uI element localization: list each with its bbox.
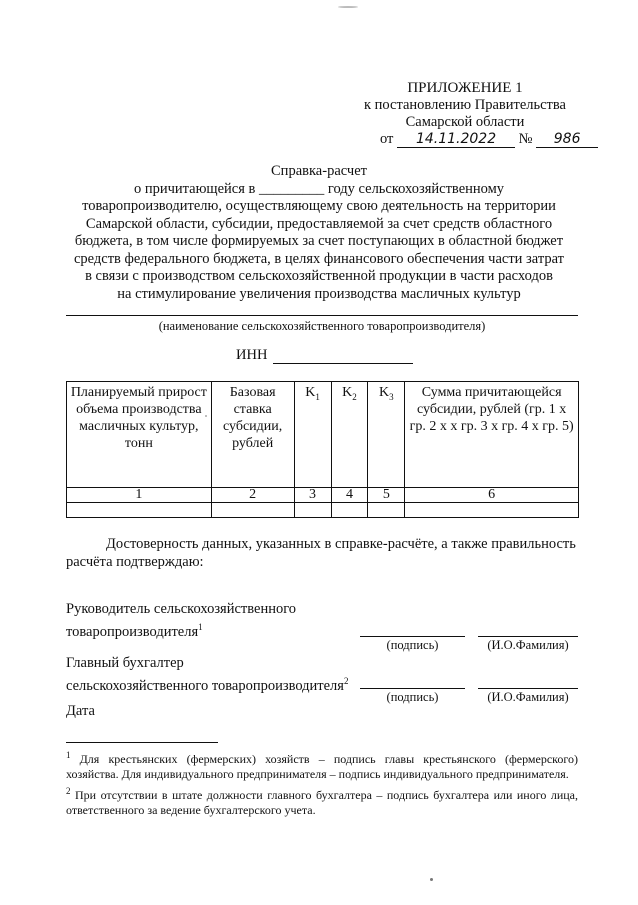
column-number: 5 bbox=[368, 488, 405, 503]
name-caption: (И.О.Фамилия) bbox=[487, 690, 569, 704]
decree-number: 986 bbox=[536, 131, 598, 148]
column-number: 6 bbox=[405, 488, 579, 503]
footnote-1: $^1$ Для крестьянских (фермерских) хозяйств – подпись главы крестьянского (фермерского) хозяйства. Для индивидуального предпринимателя – подпись индивидуального предпринимателя. bbox=[66, 750, 578, 781]
confirmation-text: Достоверность данных, указанных в справке-расчёте, а также правильность расчёта подтверждаю: bbox=[66, 536, 576, 570]
column-number: 3 bbox=[294, 488, 331, 503]
head-name-field[interactable] bbox=[478, 636, 578, 637]
inn-row bbox=[236, 347, 413, 364]
appendix-decree: к постановлению Правительства bbox=[364, 97, 566, 113]
scan-artifact bbox=[338, 6, 358, 8]
from-label: от bbox=[380, 131, 394, 147]
appendix-block bbox=[350, 80, 580, 131]
heading-line: Справка-расчет bbox=[271, 163, 367, 179]
appendix-region: Самарской области bbox=[405, 114, 525, 130]
heading-line: на стимулирование увеличения производства масличных культур bbox=[117, 285, 521, 302]
header-subsidy-sum: Сумма причитающейся субсидии, рублей (гр. 1 х гр. 2 х х гр. 3 х гр. 4 х гр. 5) bbox=[405, 382, 579, 488]
heading-line: Самарской области, субсидии, предоставляемой за счет средств областного bbox=[85, 215, 553, 232]
heading-line: бюджета, в том числе формируемых за счет поступающих в областной бюджет bbox=[74, 233, 564, 249]
name-caption: (И.О.Фамилия) bbox=[487, 638, 569, 652]
heading-line: о причитающейся в _________ году сельскохозяйственному bbox=[133, 180, 505, 197]
data-cell[interactable] bbox=[331, 503, 368, 518]
number-label: № bbox=[518, 131, 533, 147]
header-k1: $K_1$ bbox=[294, 382, 331, 488]
footnote-2: $^2$ При отсутствии в штате должности главного бухгалтера – подпись бухгалтера или иного лица, ответственного за ведение бухгалтерского учета. bbox=[66, 786, 579, 817]
org-name-field[interactable] bbox=[66, 315, 578, 316]
column-number: 4 bbox=[331, 488, 368, 503]
footnotes bbox=[66, 748, 578, 820]
data-cell[interactable] bbox=[294, 503, 331, 518]
head-signature-field[interactable] bbox=[360, 636, 465, 637]
footnote-divider bbox=[66, 742, 218, 743]
accountant-signature-field[interactable] bbox=[360, 688, 465, 689]
org-name-caption: (наименование сельскохозяйственного товаропроизводителя) bbox=[158, 319, 486, 333]
heading-line: товаропроизводителю, осуществляющему свою деятельность на территории bbox=[82, 198, 556, 214]
inn-field[interactable] bbox=[273, 349, 413, 364]
accountant-signature-label: Главный бухгалтер сельскохозяйственного товаропроизводителя$^2$ bbox=[66, 655, 349, 694]
head-signature-label: Руководитель сельскохозяйственного товаропроизводителя$^1$ bbox=[66, 601, 297, 640]
signature-caption: (подпись) bbox=[386, 690, 439, 704]
scan-artifact bbox=[430, 878, 433, 881]
decree-date-line bbox=[380, 131, 598, 148]
accountant-name-field[interactable] bbox=[478, 688, 578, 689]
header-base-rate: Базовая ставка субсидии, рублей bbox=[211, 382, 294, 488]
heading-line: средств федерального бюджета, в целях финансового обеспечения части затрат bbox=[73, 250, 565, 267]
data-cell[interactable] bbox=[211, 503, 294, 518]
heading-line: в связи с производством сельскохозяйственной продукции в части расходов bbox=[85, 268, 553, 284]
data-cell[interactable] bbox=[405, 503, 579, 518]
scan-artifact bbox=[205, 415, 207, 417]
column-number: 2 bbox=[211, 488, 294, 503]
inn-label: ИНН bbox=[236, 347, 268, 363]
date-label: Дата bbox=[66, 703, 95, 719]
decree-date: 14.11.2022 bbox=[397, 131, 515, 148]
data-cell[interactable] bbox=[368, 503, 405, 518]
appendix-title: ПРИЛОЖЕНИЕ 1 bbox=[407, 80, 523, 96]
document-heading bbox=[60, 163, 578, 303]
signature-caption: (подпись) bbox=[386, 638, 439, 652]
header-k2: $K_2$ bbox=[331, 382, 368, 488]
header-k3: $K_3$ bbox=[368, 382, 405, 488]
header-planned-growth: Планируемый прирост объема производства масличных культур, тонн bbox=[67, 382, 212, 488]
column-number: 1 bbox=[67, 488, 212, 503]
data-cell[interactable] bbox=[67, 503, 212, 518]
calculation-table bbox=[66, 381, 579, 518]
